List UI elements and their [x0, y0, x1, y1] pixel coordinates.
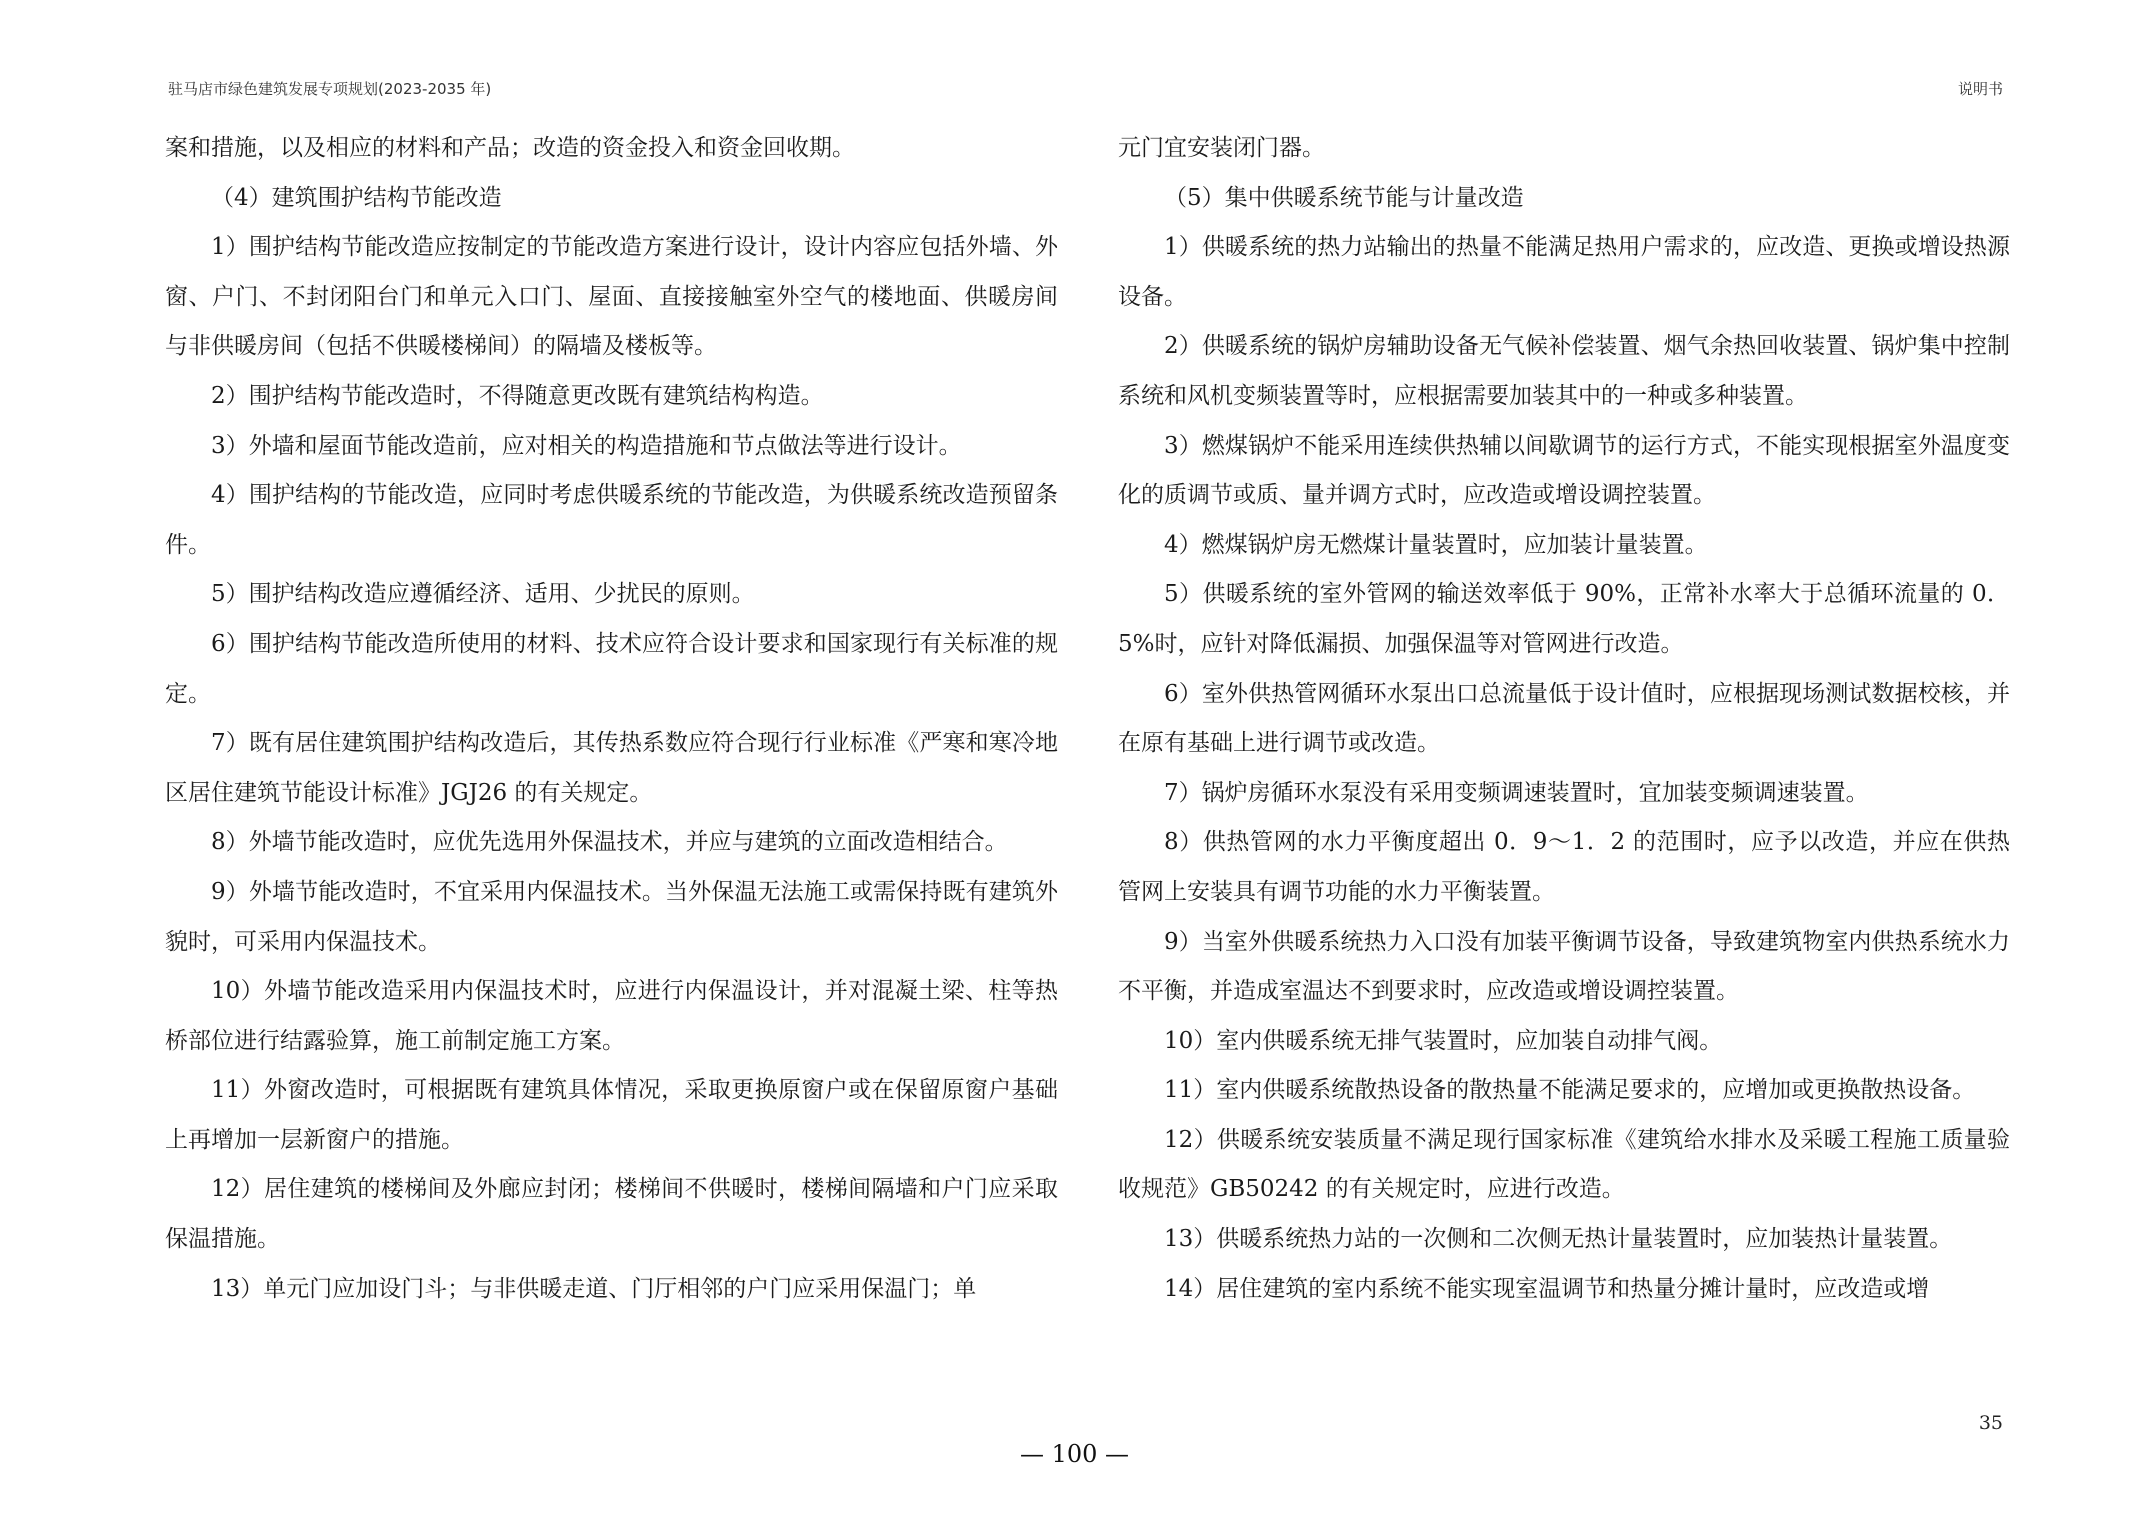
- paragraph: （4）建筑围护结构节能改造: [211, 184, 502, 211]
- paragraph: 7）既有居住建筑围护结构改造后，其传热系数应符合现行行业标准《严寒和寒冷地区居住建筑节能设计标准》JGJ26 的有关规定。: [165, 730, 1058, 806]
- paragraph: （5）集中供暖系统节能与计量改造: [1164, 184, 1524, 211]
- paragraph: 9）外墙节能改造时，不宜采用内保温技术。当外保温无法施工或需保持既有建筑外貌时，可采用内保温技术。: [165, 878, 1058, 955]
- paragraph: 9）当室外供暖系统热力入口没有加装平衡调节设备，导致建筑物室内供热系统水力不平衡，并造成室温达不到要求时，应改造或增设调控装置。: [1118, 928, 2010, 1005]
- page-number-original: 35: [1978, 1412, 2003, 1434]
- paragraph: 2）供暖系统的锅炉房辅助设备无气候补偿装置、烟气余热回收装置、锅炉集中控制系统和风机变频装置等时，应根据需要加装其中的一种或多种装置。: [1118, 333, 2010, 409]
- paragraph: 14）居住建筑的室内系统不能实现室温调节和热量分摊计量时，应改造或增: [1164, 1275, 1930, 1302]
- document-header-title: 驻马店市绿色建筑发展专项规划(2023-2035 年): [168, 80, 492, 98]
- paragraph: 13）供暖系统热力站的一次侧和二次侧无热计量装置时，应加装热计量装置。: [1164, 1226, 1953, 1253]
- paragraph: 6）围护结构节能改造所使用的材料、技术应符合设计要求和国家现行有关标准的规定。: [165, 630, 1058, 707]
- paragraph: 元门宜安装闭门器。: [1118, 135, 1325, 161]
- left-text-column: [165, 124, 1058, 1314]
- paragraph: 6）室外供热管网循环水泵出口总流量低于设计值时，应根据现场测试数据校核，并在原有基础上进行调节或改造。: [1118, 680, 2010, 757]
- right-text-column: [1118, 124, 2010, 1314]
- paragraph: 13）单元门应加设门斗；与非供暖走道、门厅相邻的户门应采用保温门；单: [211, 1275, 977, 1302]
- paragraph: 8）供热管网的水力平衡度超出 0．9～1．2 的范围时，应予以改造，并应在供热管网上安装具有调节功能的水力平衡装置。: [1118, 829, 2010, 905]
- document-header-section: 说明书: [1957, 80, 2003, 98]
- paragraph: 4）围护结构的节能改造，应同时考虑供暖系统的节能改造，为供暖系统改造预留条件。: [165, 482, 1058, 558]
- paragraph: 11）外窗改造时，可根据既有建筑具体情况，采取更换原窗户或在保留原窗户基础上再增加一层新窗户的措施。: [165, 1077, 1058, 1153]
- paragraph: 7）锅炉房循环水泵没有采用变频调速装置时，宜加装变频调速装置。: [1164, 779, 1869, 806]
- paragraph: 3）燃煤锅炉不能采用连续供热辅以间歇调节的运行方式，不能实现根据室外温度变化的质调节或质、量并调方式时，应改造或增设调控装置。: [1118, 432, 2010, 509]
- paragraph: 5）围护结构改造应遵循经济、适用、少扰民的原则。: [211, 581, 755, 608]
- paragraph: 4）燃煤锅炉房无燃煤计量装置时，应加装计量装置。: [1164, 531, 1708, 558]
- paragraph: 10）外墙节能改造采用内保温技术时，应进行内保温设计，并对混凝土梁、柱等热桥部位进行结露验算，施工前制定施工方案。: [165, 978, 1058, 1054]
- paragraph: 1）供暖系统的热力站输出的热量不能满足热用户需求的，应改造、更换或增设热源设备。: [1118, 234, 2010, 310]
- paragraph: 12）供暖系统安装质量不满足现行国家标准《建筑给水排水及采暖工程施工质量验收规范》GB50242 的有关规定时，应进行改造。: [1118, 1126, 2010, 1203]
- paragraph: 12）居住建筑的楼梯间及外廊应封闭；楼梯间不供暖时，楼梯间隔墙和户门应采取保温措施。: [165, 1176, 1058, 1253]
- paragraph: 10）室内供暖系统无排气装置时，应加装自动排气阀。: [1164, 1027, 1723, 1054]
- paragraph: 1）围护结构节能改造应按制定的节能改造方案进行设计，设计内容应包括外墙、外窗、户门、不封闭阳台门和单元入口门、屋面、直接接触室外空气的楼地面、供暖房间与非供暖房间（包括不供暖楼梯间）的隔墙及楼板等。: [165, 234, 1058, 360]
- paragraph: 8）外墙节能改造时，应优先选用外保温技术，并应与建筑的立面改造相结合。: [211, 829, 1008, 856]
- paragraph: 5）供暖系统的室外管网的输送效率低于 90%，正常补水率大于总循环流量的 0．5%时，应针对降低漏损、加强保温等对管网进行改造。: [1118, 581, 2010, 657]
- paragraph: 11）室内供暖系统散热设备的散热量不能满足要求的，应增加或更换散热设备。: [1164, 1077, 1976, 1104]
- paragraph: 3）外墙和屋面节能改造前，应对相关的构造措施和节点做法等进行设计。: [211, 432, 962, 459]
- paragraph: 案和措施，以及相应的材料和产品；改造的资金投入和资金回收期。: [165, 135, 855, 161]
- paragraph: 2）围护结构节能改造时，不得随意更改既有建筑结构构造。: [211, 382, 824, 409]
- page-number-centered: — 100 —: [1019, 1440, 1130, 1468]
